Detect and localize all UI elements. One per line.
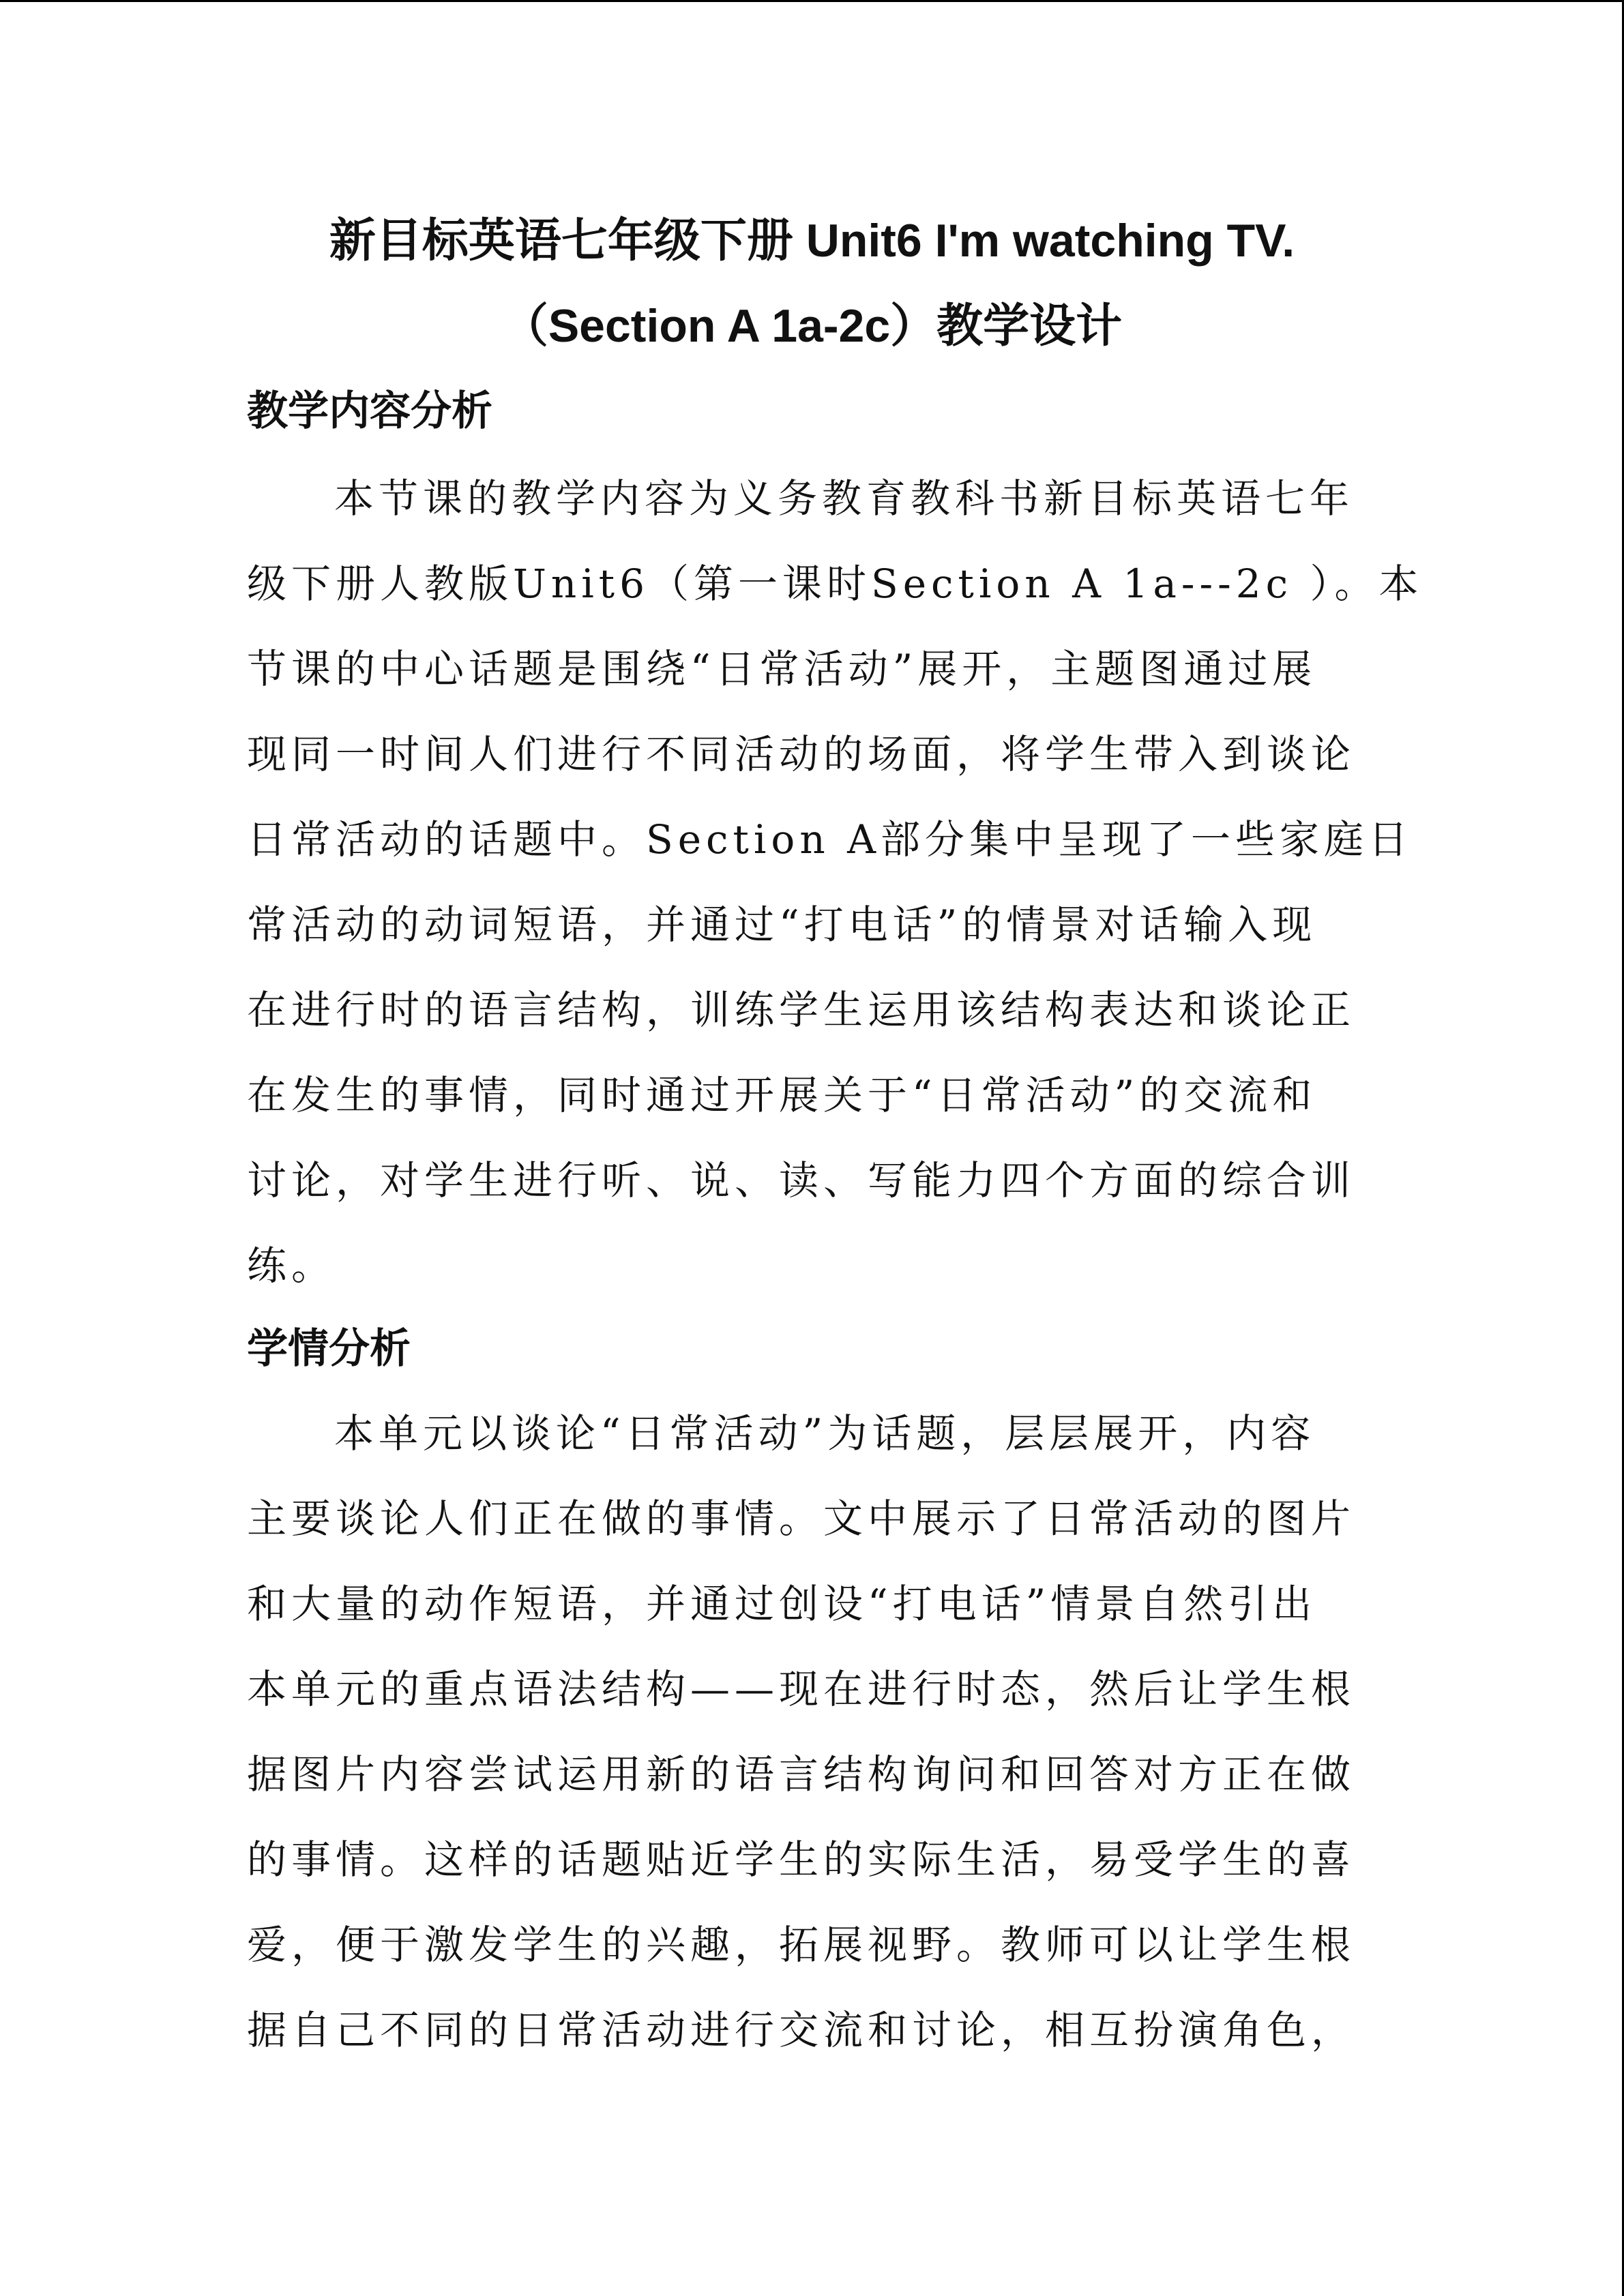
section-body-content-analysis (247, 456, 1423, 1309)
paragraph-line: 和大量的动作短语，并通过创设“打电话”情景自然引出 (247, 1581, 1317, 1627)
paragraph-line: 现同一时间人们进行不同活动的场面，将学生带入到谈论 (247, 731, 1356, 777)
paragraph-line: 练。 (247, 1242, 336, 1289)
section-heading-content-analysis: 教学内容分析 (247, 388, 492, 434)
paragraph-line: 在发生的事情，同时通过开展关于“日常活动”的交流和 (247, 1072, 1317, 1118)
paragraph-line: 节课的中心话题是围绕“日常活动”展开，主题图通过展 (247, 646, 1317, 692)
paragraph-line: 本单元以谈论“日常活动”为话题，层层展开，内容 (334, 1410, 1316, 1457)
paragraph-line: 据图片内容尝试运用新的语言结构询问和回答对方正在做 (247, 1751, 1356, 1798)
document-title-line-2: （Section A 1a-2c）教学设计 (501, 300, 1123, 352)
paragraph-line: 常活动的动词短语，并通过“打电话”的情景对话输入现 (247, 901, 1317, 948)
paragraph-line: 爱，便于激发学生的兴趣，拓展视野。教师可以让学生根 (247, 1922, 1356, 1968)
section-body-learner-analysis (247, 1391, 1393, 2073)
paragraph-line: 日常活动的话题中。Section A部分集中呈现了一些家庭日 (247, 816, 1413, 863)
paragraph-line: 讨论，对学生进行听、说、读、写能力四个方面的综合训 (247, 1157, 1356, 1204)
paragraph-line: 主要谈论人们正在做的事情。文中展示了日常活动的图片 (247, 1495, 1356, 1542)
paragraph-line: 在进行时的语言结构，训练学生运用该结构表达和谈论正 (247, 987, 1356, 1033)
paragraph-line: 的事情。这样的话题贴近学生的实际生活，易受学生的喜 (247, 1836, 1356, 1883)
document-title-line-1: 新目标英语七年级下册 Unit6 I'm watching TV. (329, 215, 1295, 267)
paragraph-line: 本节课的教学内容为义务教育教科书新目标英语七年 (334, 475, 1355, 522)
section-heading-learner-analysis: 学情分析 (247, 1326, 411, 1371)
paragraph-line: 本单元的重点语法结构——现在进行时态，然后让学生根 (247, 1666, 1356, 1712)
paragraph-line: 级下册人教版Unit6（第一课时Section A 1a---2c ）。本 (247, 561, 1423, 607)
paragraph-line: 据自己不同的日常活动进行交流和讨论，相互扮演角色， (247, 2007, 1356, 2053)
